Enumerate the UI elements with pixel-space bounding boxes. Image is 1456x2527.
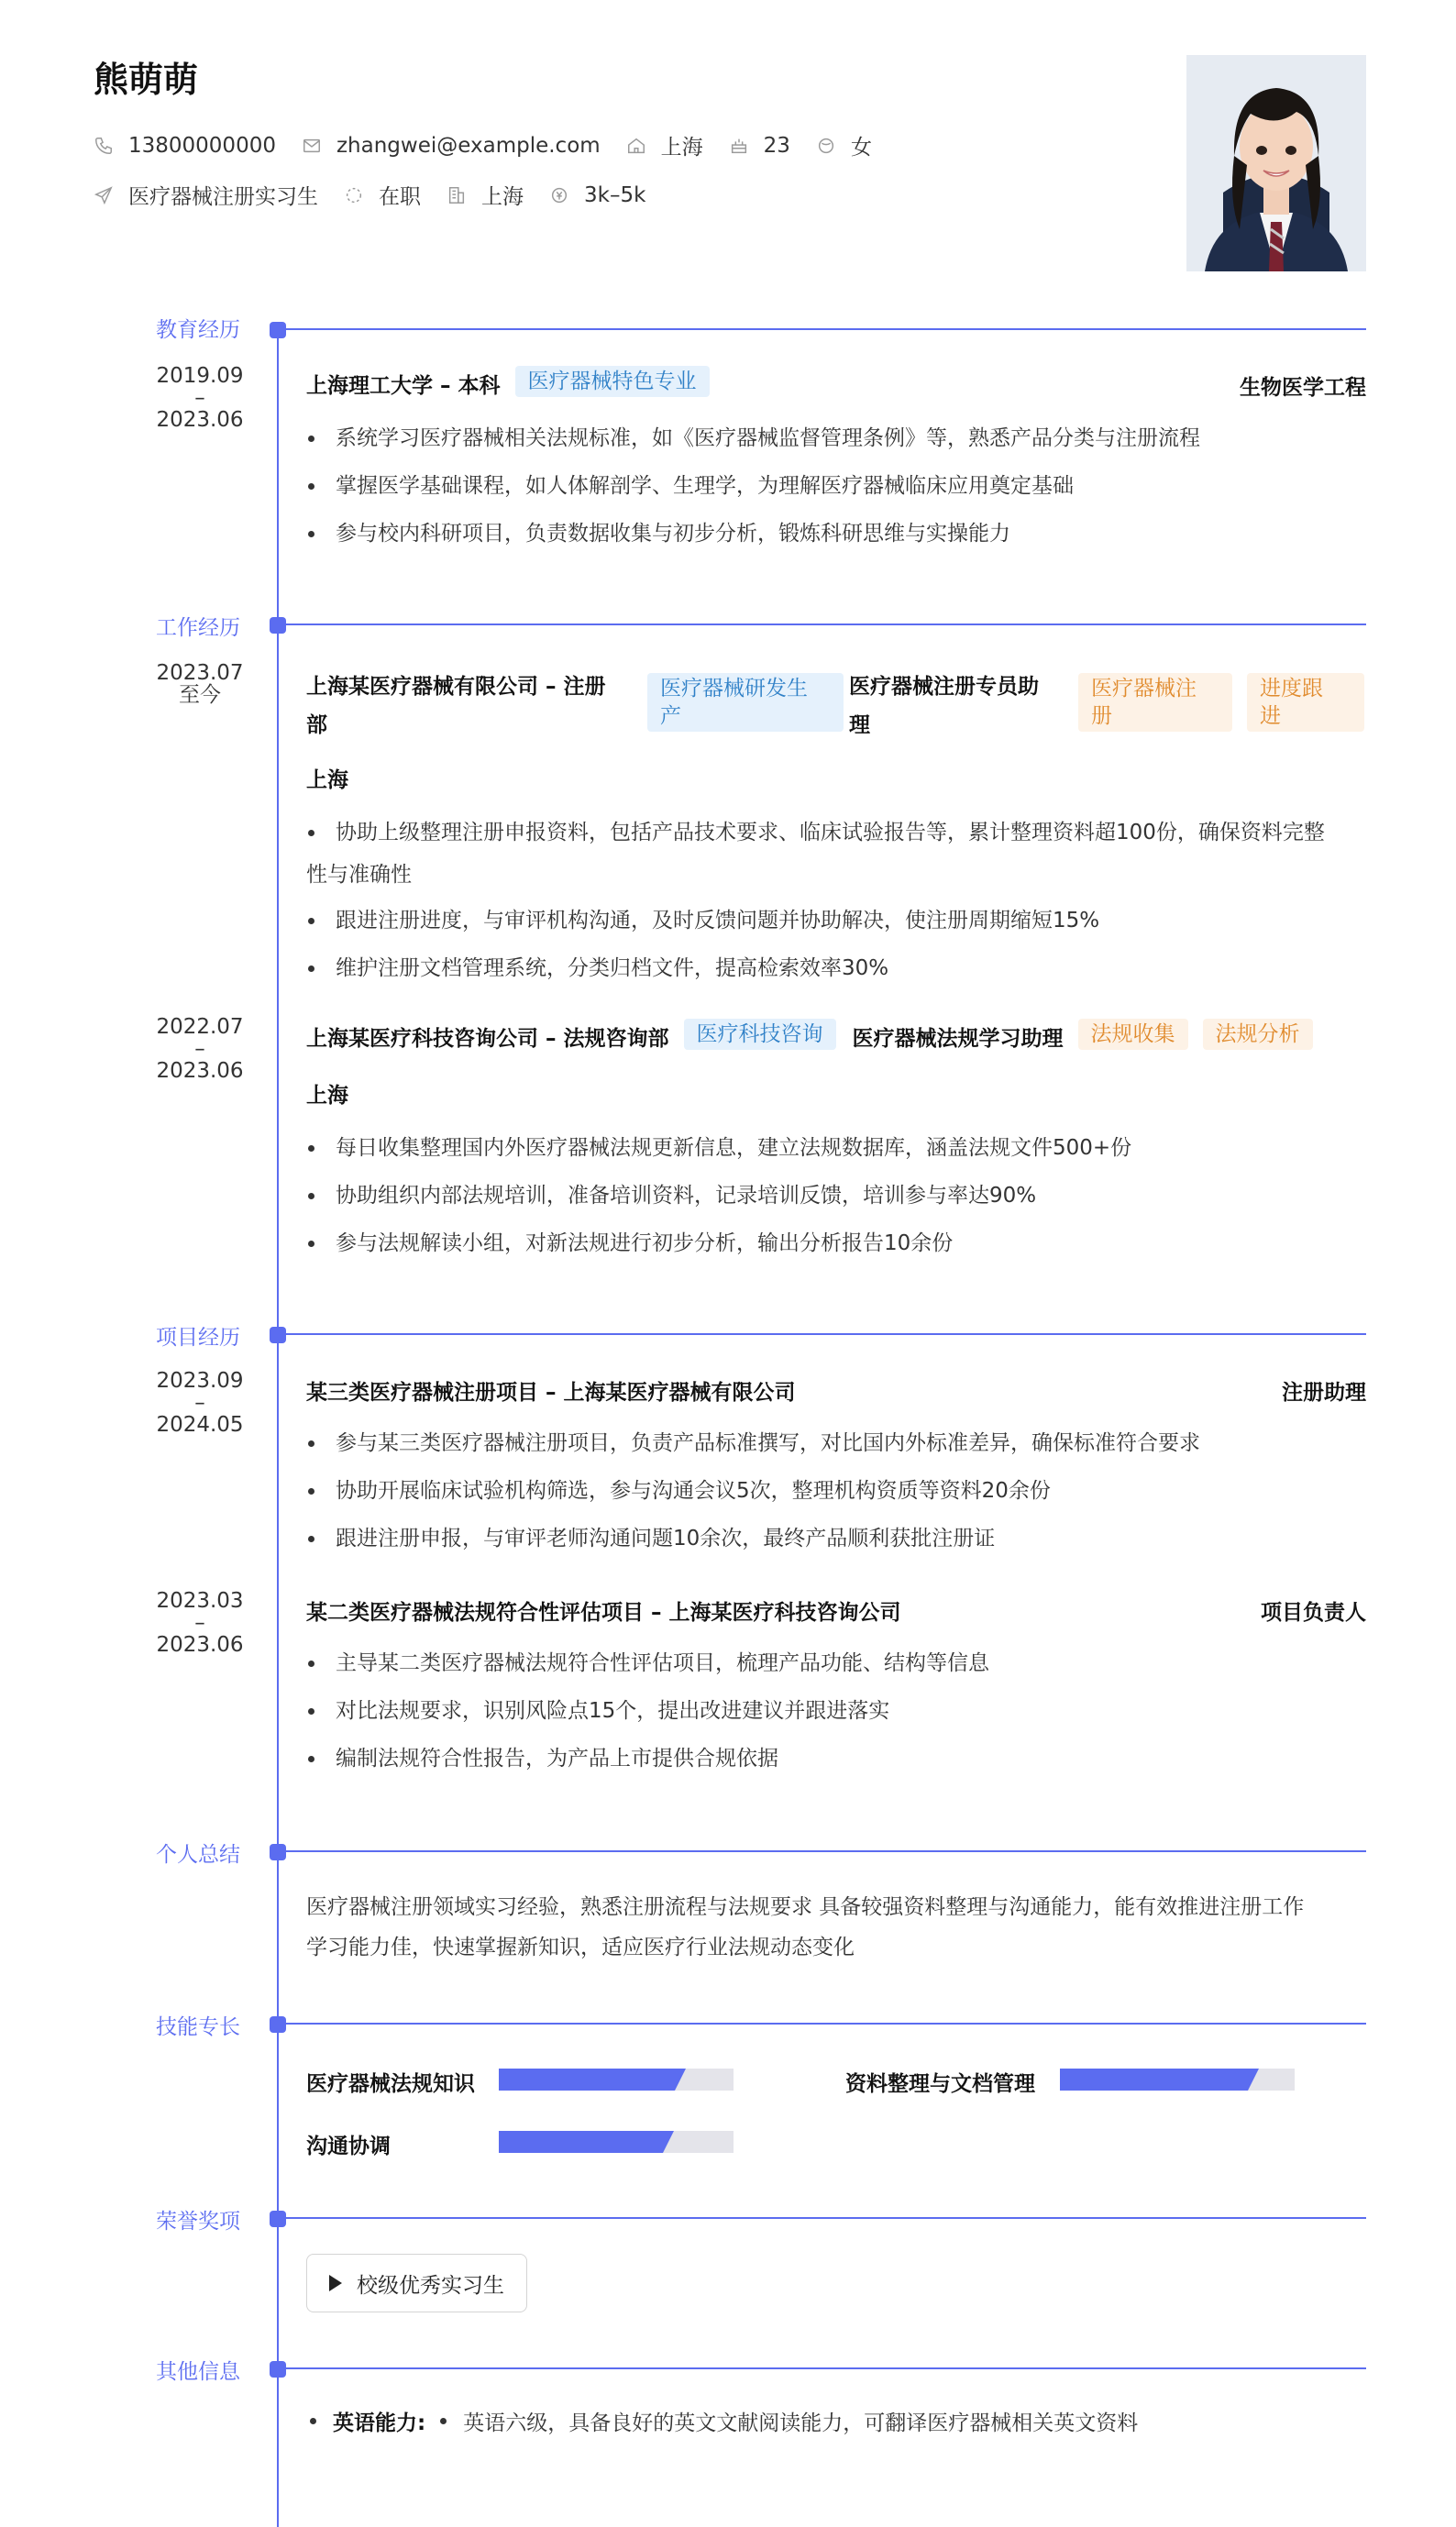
tag-line: 产 bbox=[660, 704, 681, 728]
location-item bbox=[626, 130, 703, 160]
other-info-item bbox=[306, 2406, 1138, 2436]
section-divider bbox=[284, 1333, 1366, 1335]
section-marker bbox=[270, 322, 286, 338]
education-date bbox=[138, 365, 262, 431]
list-item: 掌握医学基础课程，如人体解剖学、生理学，为理解医疗器械临床应用奠定基础 bbox=[306, 466, 1370, 506]
skill-item bbox=[306, 2067, 475, 2097]
date-end: 2024.05 bbox=[156, 1413, 244, 1437]
award-name: 校级优秀实习生 bbox=[357, 2273, 504, 2298]
home-icon bbox=[626, 136, 646, 156]
section-marker bbox=[270, 1327, 286, 1343]
skill-bar-fill bbox=[1060, 2069, 1248, 2091]
work-tag-skill: 法规分析 bbox=[1203, 1019, 1313, 1050]
list-item: 系统学习医疗器械相关法规标准，如《医疗器械监督管理条例》等，熟悉产品分类与注册流程 bbox=[306, 418, 1370, 458]
age-item bbox=[729, 134, 790, 158]
project-date-1 bbox=[138, 1370, 262, 1436]
skill-item bbox=[306, 2129, 391, 2159]
work-tag-skill bbox=[1078, 673, 1232, 732]
date-end: 至今 bbox=[179, 683, 221, 707]
skill-item bbox=[845, 2067, 1035, 2097]
school-name: 上海理工大学 – 本科 bbox=[306, 374, 501, 398]
work-role: 医疗器械法规学习助理 bbox=[852, 1027, 1064, 1051]
work-date-1 bbox=[138, 662, 262, 706]
timeline-line bbox=[277, 325, 279, 2527]
section-title-skills: 技能专长 bbox=[156, 2015, 240, 2039]
section-divider bbox=[284, 1850, 1366, 1852]
section-title-other: 其他信息 bbox=[156, 2360, 240, 2384]
contact-row bbox=[94, 130, 898, 160]
list-item bbox=[306, 812, 1370, 853]
section-title-summary: 个人总结 bbox=[156, 1843, 240, 1867]
role-line: 理 bbox=[849, 713, 870, 737]
coin-icon bbox=[549, 185, 569, 205]
bullet-dot bbox=[440, 2418, 447, 2424]
mail-icon bbox=[302, 136, 322, 156]
project-date-2 bbox=[138, 1590, 262, 1656]
list-item: 维护注册文档管理系统，分类归档文件，提高检索效率30% bbox=[306, 948, 1370, 988]
project-role-2: 项目负责人 bbox=[1261, 1601, 1366, 1625]
project-title-2: 某二类医疗器械法规符合性评估项目 – 上海某医疗科技咨询公司 bbox=[306, 1601, 901, 1625]
gender-icon bbox=[816, 136, 836, 156]
bullet-dot bbox=[310, 2418, 316, 2424]
work-role-1 bbox=[849, 668, 1039, 745]
job-target-item bbox=[94, 180, 318, 210]
skill-bar bbox=[499, 2069, 734, 2091]
date-start: 2022.07 bbox=[156, 1015, 244, 1039]
job-intent-row bbox=[94, 180, 671, 210]
candidate-name: 熊萌萌 bbox=[94, 60, 199, 100]
phone-icon bbox=[94, 136, 114, 156]
project-role-1: 注册助理 bbox=[1282, 1381, 1366, 1405]
skill-name: 资料整理与文档管理 bbox=[845, 2072, 1035, 2096]
other-label: 英语能力: bbox=[333, 2411, 426, 2435]
skill-name: 沟通协调 bbox=[306, 2135, 391, 2158]
list-item: 参与法规解读小组，对新法规进行初步分析，输出分析报告10余份 bbox=[306, 1223, 1370, 1264]
status-item bbox=[344, 180, 421, 210]
skill-bar-fill bbox=[499, 2069, 675, 2091]
summary-line: 医疗器械注册领域实习经验，熟悉注册流程与法规要求 具备较强资料整理与沟通能力，能有效推进注册工作 bbox=[306, 1895, 1305, 1919]
tag-line: 医疗器械研发生 bbox=[660, 677, 808, 701]
company-name: 上海某医疗科技咨询公司 – 法规咨询部 bbox=[306, 1027, 669, 1051]
tag-line: 医疗器械注 bbox=[1091, 677, 1197, 701]
date-end: 2023.06 bbox=[156, 408, 244, 432]
list-item: 协助开展临床试验机构筛选，参与沟通会议5次，整理机构资质等资料20余份 bbox=[306, 1471, 1370, 1511]
date-dash: – bbox=[194, 1611, 205, 1635]
list-item: 编制法规符合性报告，为产品上市提供合规依据 bbox=[306, 1738, 1370, 1779]
date-end: 2023.06 bbox=[156, 1059, 244, 1083]
tag-line: 册 bbox=[1091, 704, 1112, 728]
company-line: 部 bbox=[306, 713, 327, 737]
project-title-1: 某三类医疗器械注册项目 – 上海某医疗器械有限公司 bbox=[306, 1381, 796, 1405]
list-item: 协助组织内部法规培训，准备培训资料，记录培训反馈，培训参与率达90% bbox=[306, 1175, 1370, 1216]
salary-item bbox=[549, 183, 645, 207]
date-end: 2023.06 bbox=[156, 1633, 244, 1657]
section-marker bbox=[270, 2211, 286, 2227]
project-bullets-2 bbox=[306, 1643, 1370, 1786]
role-line: 医疗器械注册专员助 bbox=[849, 675, 1039, 699]
phone-item bbox=[94, 134, 276, 158]
list-item: 主导某二类医疗器械法规符合性评估项目，梳理产品功能、结构等信息 bbox=[306, 1643, 1370, 1683]
building-icon bbox=[447, 185, 467, 205]
award-chip bbox=[306, 2254, 527, 2312]
date-dash: – bbox=[194, 386, 205, 410]
play-icon bbox=[329, 2275, 342, 2291]
education-bullets bbox=[306, 418, 1370, 561]
section-divider bbox=[284, 328, 1366, 330]
date-dash: – bbox=[194, 1391, 205, 1415]
location-text: 上海 bbox=[660, 136, 703, 160]
cake-icon bbox=[729, 136, 749, 156]
education-tag: 医疗器械特色专业 bbox=[515, 366, 710, 397]
list-item: 每日收集整理国内外医疗器械法规更新信息，建立法规数据库，涵盖法规文件500+份 bbox=[306, 1128, 1370, 1168]
salary-text: 3k–5k bbox=[584, 182, 646, 207]
list-item: 参与校内科研项目，负责数据收集与初步分析，锻炼科研思维与实操能力 bbox=[306, 513, 1370, 554]
section-divider bbox=[284, 2367, 1366, 2369]
bullet-continuation: 性与准确性 bbox=[306, 863, 412, 887]
work-tag-skill bbox=[1247, 673, 1364, 732]
section-marker bbox=[270, 2016, 286, 2033]
target-city-item bbox=[447, 180, 524, 210]
skill-name: 医疗器械法规知识 bbox=[306, 2072, 475, 2096]
work-bullets-1b bbox=[306, 900, 1370, 996]
profile-photo bbox=[1186, 55, 1366, 271]
work-tag-skill: 法规收集 bbox=[1078, 1019, 1188, 1050]
send-icon bbox=[94, 185, 114, 205]
work-bullets-2 bbox=[306, 1128, 1370, 1271]
status-icon bbox=[344, 185, 364, 205]
section-marker bbox=[270, 1844, 286, 1860]
list-item: 跟进注册进度，与审评机构沟通，及时反馈问题并协助解决，使注册周期缩短15% bbox=[306, 900, 1370, 941]
tag-line: 进度跟 bbox=[1260, 677, 1323, 701]
status-text: 在职 bbox=[379, 185, 421, 209]
list-item: 对比法规要求，识别风险点15个，提出改进建议并跟进落实 bbox=[306, 1691, 1370, 1731]
education-major: 生物医学工程 bbox=[1240, 376, 1366, 400]
section-divider bbox=[284, 2217, 1366, 2219]
section-divider bbox=[284, 623, 1366, 625]
other-text: 英语六级，具备良好的英文文献阅读能力，可翻译医疗器械相关英文资料 bbox=[463, 2411, 1139, 2435]
work-header-2 bbox=[306, 1021, 1313, 1052]
section-divider bbox=[284, 2023, 1366, 2025]
skill-bar bbox=[499, 2131, 734, 2153]
work-date-2 bbox=[138, 1016, 262, 1082]
summary-text bbox=[306, 1887, 1370, 1968]
date-start: 2019.09 bbox=[156, 364, 244, 388]
section-title-project: 项目经历 bbox=[156, 1326, 240, 1350]
project-bullets-1 bbox=[306, 1423, 1370, 1566]
work-tag-industry bbox=[647, 673, 844, 732]
work-city: 上海 bbox=[306, 1084, 348, 1108]
section-title-work: 工作经历 bbox=[156, 616, 240, 640]
education-header bbox=[306, 369, 710, 399]
section-title-education: 教育经历 bbox=[156, 318, 240, 342]
gender-item bbox=[816, 130, 872, 160]
bullet-line: 协助上级整理注册申报资料，包括产品技术要求、临床试验报告等，累计整理资料超100份，确保资料完整 bbox=[336, 821, 1325, 844]
section-title-awards: 荣誉奖项 bbox=[156, 2210, 240, 2234]
work-bullets-1 bbox=[306, 812, 1370, 860]
target-city-text: 上海 bbox=[481, 185, 524, 209]
skill-bar bbox=[1060, 2069, 1295, 2091]
summary-line: 学习能力佳，快速掌握新知识，适应医疗行业法规动态变化 bbox=[306, 1936, 855, 1959]
section-marker bbox=[270, 2361, 286, 2378]
email-text: zhangwei@example.com bbox=[336, 133, 601, 158]
work-header-1 bbox=[306, 668, 647, 745]
date-start: 2023.07 bbox=[156, 661, 244, 685]
age-text: 23 bbox=[763, 133, 790, 158]
tag-line: 进 bbox=[1260, 704, 1281, 728]
company-name bbox=[306, 668, 647, 745]
date-dash: – bbox=[194, 1037, 205, 1061]
phone-text: 13800000000 bbox=[128, 133, 276, 158]
job-target-text: 医疗器械注册实习生 bbox=[128, 185, 318, 209]
work-city: 上海 bbox=[306, 768, 348, 792]
work-tag-industry: 医疗科技咨询 bbox=[684, 1019, 836, 1050]
gender-text: 女 bbox=[850, 136, 872, 160]
company-line: 上海某医疗器械有限公司 – 注册 bbox=[306, 675, 606, 699]
date-start: 2023.09 bbox=[156, 1369, 244, 1393]
section-marker bbox=[270, 617, 286, 634]
email-item bbox=[302, 134, 601, 158]
skill-bar-fill bbox=[499, 2131, 663, 2153]
list-item: 参与某三类医疗器械注册项目，负责产品标准撰写，对比国内外标准差异，确保标准符合要求 bbox=[306, 1423, 1370, 1463]
date-start: 2023.03 bbox=[156, 1589, 244, 1613]
list-item: 跟进注册申报，与审评老师沟通问题10余次，最终产品顺利获批注册证 bbox=[306, 1518, 1370, 1559]
